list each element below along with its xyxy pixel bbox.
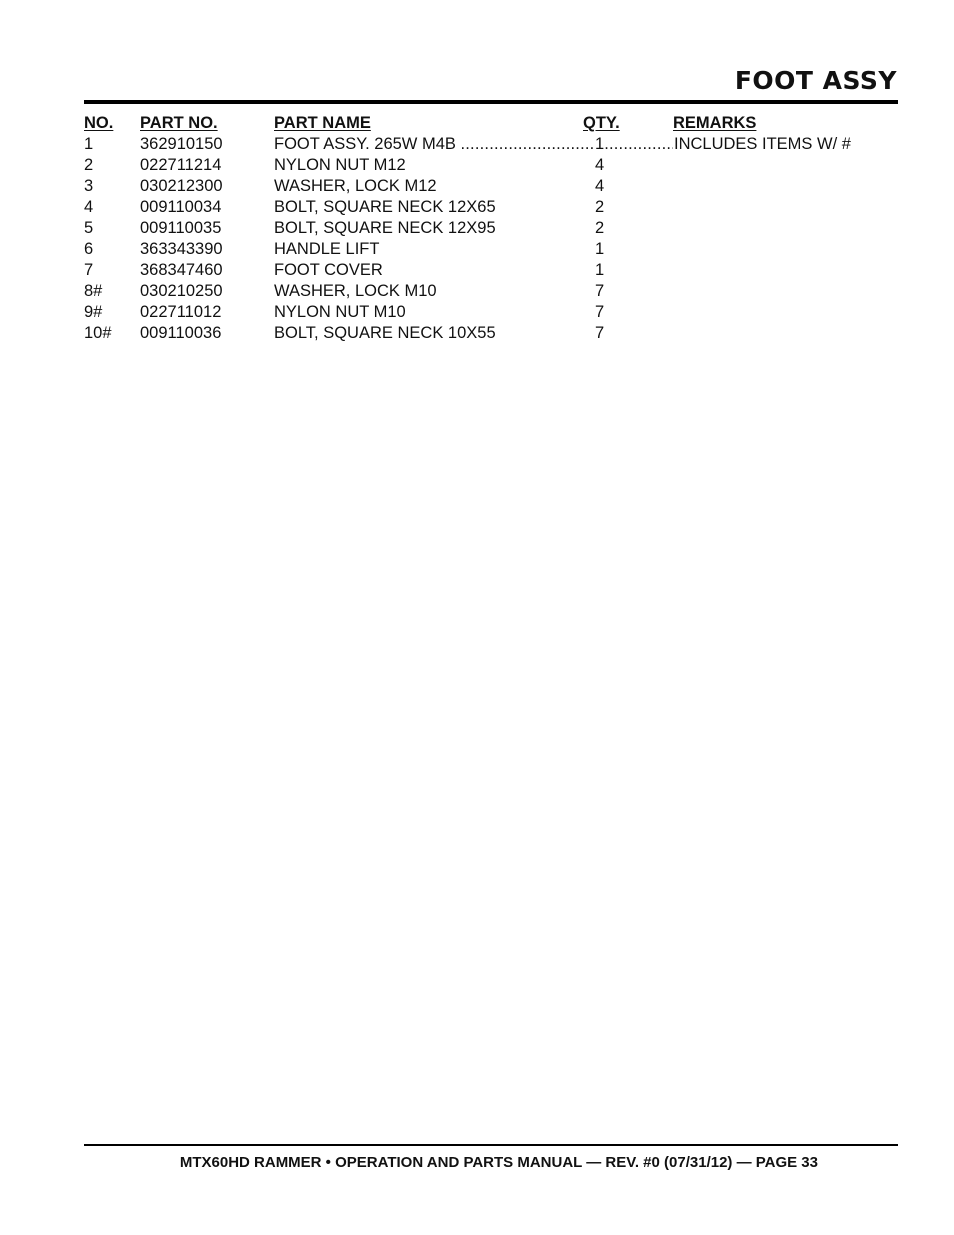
row-no: 3 — [84, 177, 94, 195]
row-qty: 7 — [595, 303, 605, 321]
row-no: 10# — [84, 324, 112, 342]
row-part-name: NYLON NUT M10 — [274, 303, 406, 321]
row-qty: 7 — [595, 282, 605, 300]
row-qty: 7 — [595, 324, 605, 342]
header-part-name: PART NAME — [274, 114, 371, 132]
table-row — [84, 134, 864, 155]
table-row — [84, 323, 864, 344]
row-qty: 1 — [595, 135, 605, 153]
table-row — [84, 239, 864, 260]
row-no: 8# — [84, 282, 103, 300]
row-part-name: BOLT, SQUARE NECK 12X95 — [274, 219, 496, 237]
row-part-no: 030212300 — [140, 177, 223, 195]
row-part-name: WASHER, LOCK M10 — [274, 282, 437, 300]
row-part-no: 009110034 — [140, 198, 222, 216]
row-part-name: FOOT ASSY. 265W M4B ..... — [274, 134, 595, 155]
row-part-no: 368347460 — [140, 261, 223, 279]
row-part-no: 030210250 — [140, 282, 223, 300]
page-title: FOOT ASSY — [734, 66, 897, 95]
row-no: 4 — [84, 198, 94, 216]
row-qty: 4 — [595, 156, 605, 174]
row-part-name: BOLT, SQUARE NECK 12X65 — [274, 198, 496, 216]
row-qty: 2 — [595, 198, 605, 216]
row-remarks: INCLUDES ITEMS W/ # — [674, 135, 851, 153]
row-part-no: 362910150 — [140, 135, 223, 153]
parts-table — [84, 113, 864, 344]
row-part-name: BOLT, SQUARE NECK 10X55 — [274, 324, 496, 342]
table-row — [84, 260, 864, 281]
row-part-no: 022711214 — [140, 156, 222, 174]
table-row — [84, 176, 864, 197]
table-row — [84, 197, 864, 218]
row-no: 1 — [84, 135, 94, 153]
table-row — [84, 281, 864, 302]
row-no: 5 — [84, 219, 94, 237]
row-qty: 2 — [595, 219, 605, 237]
row-part-name: NYLON NUT M12 — [274, 156, 406, 174]
header-no: NO. — [84, 114, 114, 132]
footer-rule — [84, 1144, 898, 1146]
row-no: 7 — [84, 261, 94, 279]
row-qty: 4 — [595, 177, 605, 195]
row-part-name: HANDLE LIFT — [274, 240, 380, 258]
row-part-name: FOOT COVER — [274, 261, 383, 279]
qty-leader-dots — [595, 134, 673, 155]
row-qty: 1 — [595, 261, 605, 279]
header-remarks: REMARKS — [673, 114, 757, 132]
row-part-name: WASHER, LOCK M12 — [274, 177, 437, 195]
row-no: 2 — [84, 156, 94, 174]
header-qty: QTY. — [583, 114, 620, 132]
row-no: 9# — [84, 303, 103, 321]
table-header-row — [84, 113, 864, 134]
row-qty: 1 — [595, 240, 605, 258]
header-part-no: PART NO. — [140, 114, 218, 132]
title-rule — [84, 100, 898, 104]
row-no: 6 — [84, 240, 94, 258]
table-row — [84, 302, 864, 323]
table-row — [84, 155, 864, 176]
row-part-no: 363343390 — [140, 240, 223, 258]
table-row — [84, 218, 864, 239]
row-part-no: 009110035 — [140, 219, 222, 237]
row-part-no: 009110036 — [140, 324, 222, 342]
page-footer: MTX60HD RAMMER • OPERATION AND PARTS MANUAL — REV. #0 (07/31/12) — PAGE 33 — [179, 1154, 818, 1171]
row-part-no: 022711012 — [140, 303, 222, 321]
